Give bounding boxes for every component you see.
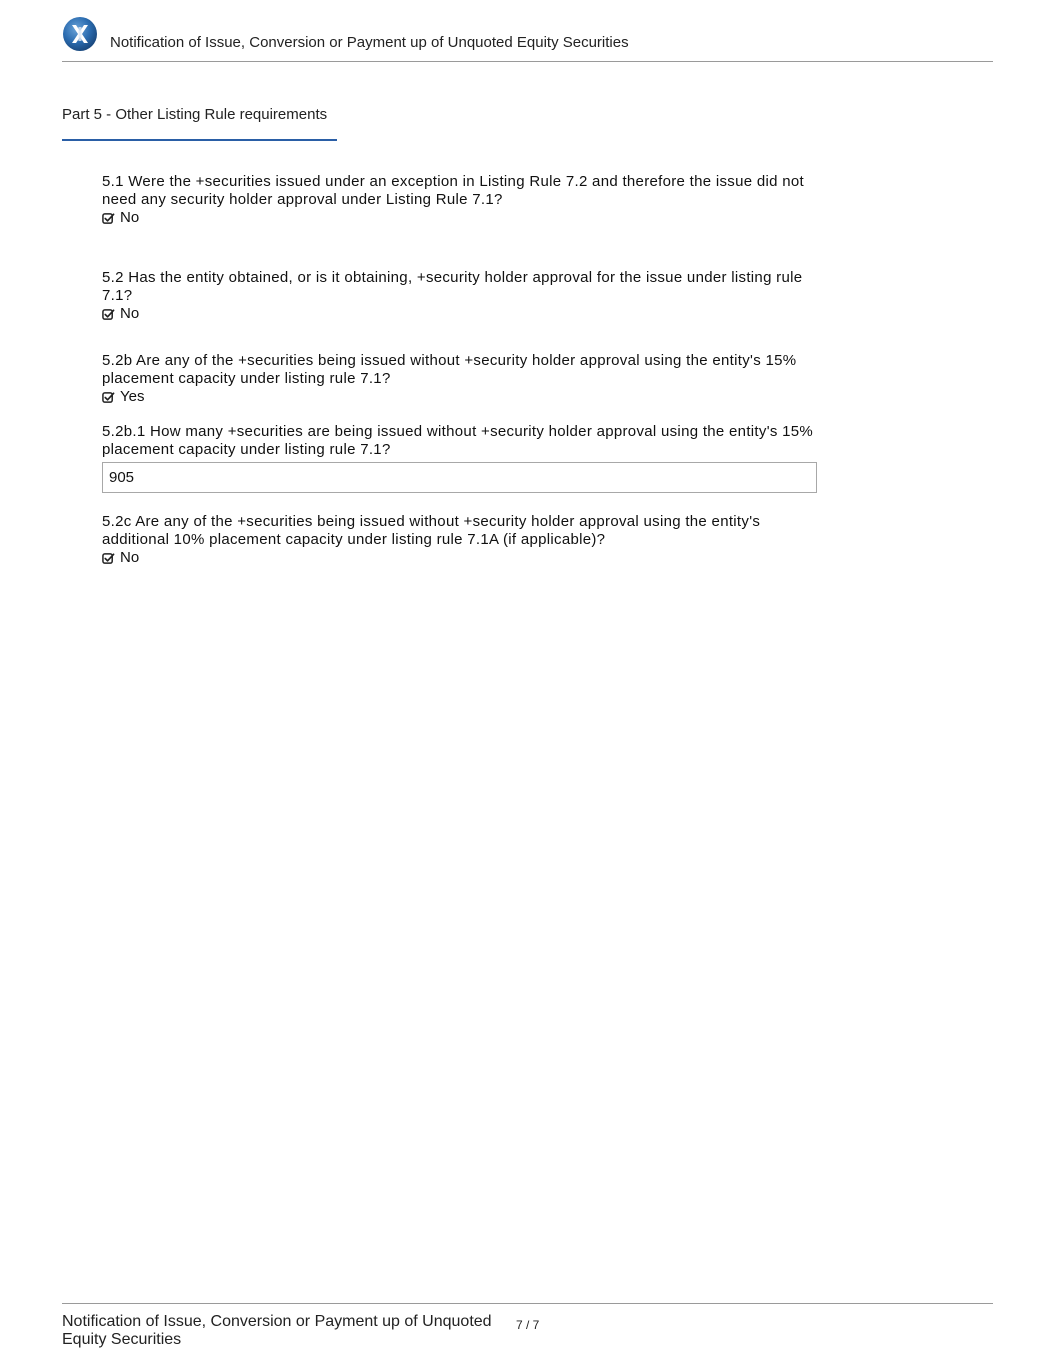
section-title: Part 5 - Other Listing Rule requirements [62,106,328,123]
answer-value: No [120,209,140,226]
document-title: Notification of Issue, Conversion or Payment up of Unquoted Equity Securities [110,34,629,51]
checkbox-checked-icon [102,308,115,321]
answer-5-2 [102,305,139,323]
answer-5-1 [102,209,139,227]
footer-title: Notification of Issue, Conversion or Payment up of Unquoted Equity Securities [62,1313,492,1348]
question-5-1: 5.1 Were the +securities issued under an exception in Listing Rule 7.2 and therefore the issue did not need any security holder approval under Listing Rule 7.1? [102,173,804,208]
answer-value-field: 905 [102,462,817,493]
footer-divider [62,1303,993,1304]
checkbox-checked-icon [102,552,115,565]
question-5-2c: 5.2c Are any of the +securities being issued without +security holder approval using the entity's additional 10% placement capacity under listing rule 7.1A (if applicable)? [102,513,761,548]
asx-logo-icon [62,16,98,52]
answer-value: No [120,549,140,566]
answer-5-2b [102,388,144,406]
question-5-2b-1: 5.2b.1 How many +securities are being issued without +security holder approval using the entity's 15% placement capacity under listing rule 7.1? [102,423,814,458]
question-5-2b: 5.2b Are any of the +securities being issued without +security holder approval using the entity's 15% placement capacity under listing rule 7.1? [102,352,797,387]
page-header [62,14,993,62]
answer-value: Yes [120,388,145,405]
question-5-2: 5.2 Has the entity obtained, or is it obtaining, +security holder approval for the issue under listing rule 7.1? [102,269,803,304]
section-underline [62,139,337,141]
answer-5-2c [102,549,139,567]
answer-value: No [120,305,140,322]
checkbox-checked-icon [102,212,115,225]
checkbox-checked-icon [102,391,115,404]
page-number: 7 / 7 [516,1318,540,1332]
